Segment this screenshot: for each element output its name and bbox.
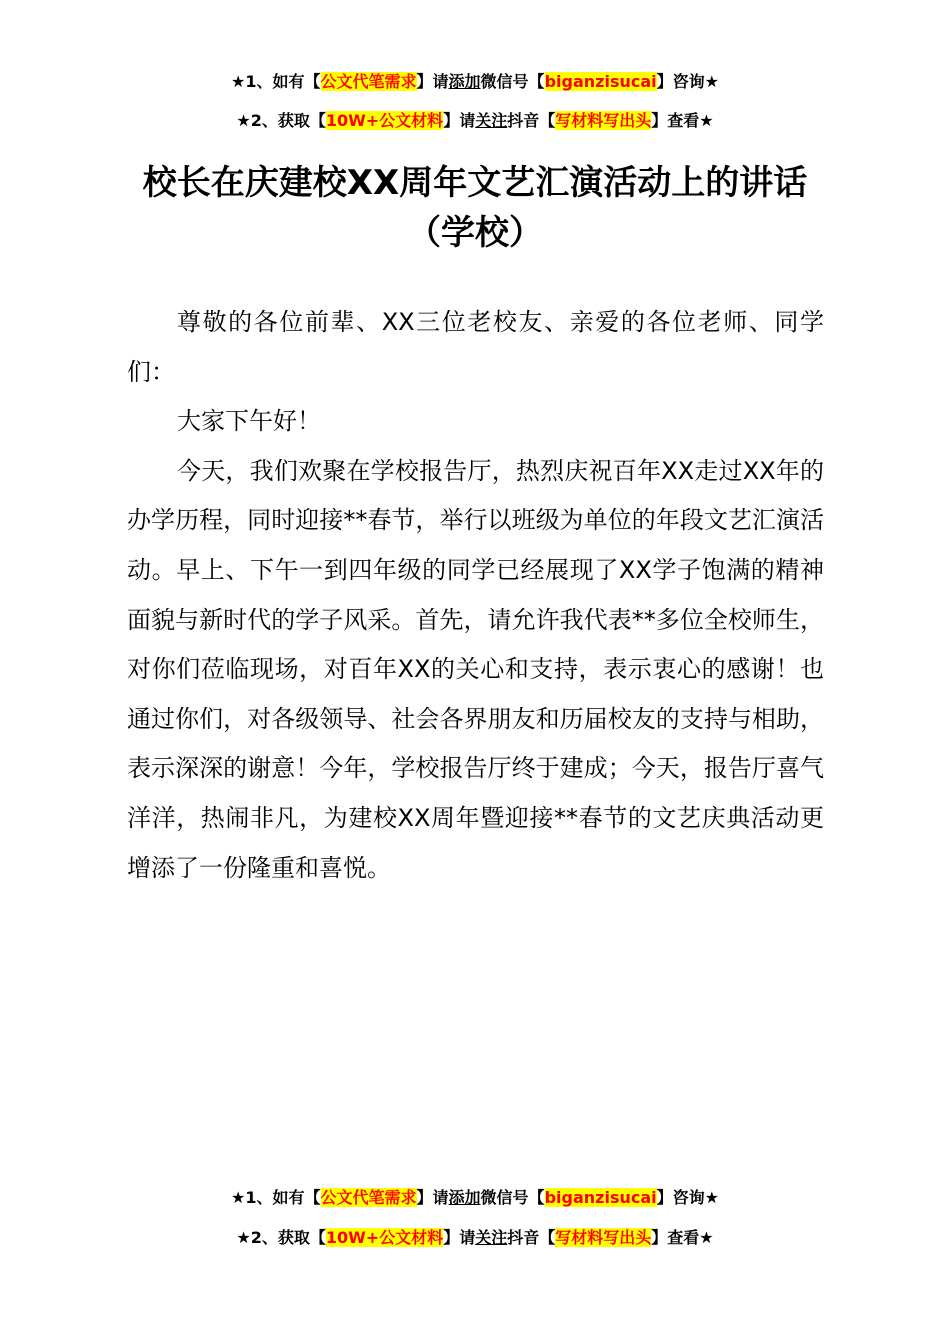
promo-text: 微信号【 bbox=[480, 1188, 545, 1207]
promo-text: 】请 bbox=[443, 1228, 476, 1247]
promo-text: ★2、获取【 bbox=[236, 1228, 326, 1247]
promo-text: 】咨询★ bbox=[656, 1188, 719, 1207]
promo-line-2-top bbox=[0, 111, 950, 131]
promo-text: 】请 bbox=[416, 1188, 449, 1207]
promo-underlined-action: 关注 bbox=[475, 111, 508, 130]
promo-line-1-bottom bbox=[0, 1188, 950, 1208]
salutation-paragraph: 尊敬的各位前辈、XX三位老校友、亲爱的各位老师、同学们： bbox=[127, 308, 824, 386]
promo-text: 微信号【 bbox=[480, 72, 545, 91]
document-body bbox=[127, 298, 824, 893]
promo-text: ★2、获取【 bbox=[236, 111, 326, 130]
promo-text: 】咨询★ bbox=[656, 72, 719, 91]
promo-text: 抖音【 bbox=[507, 111, 556, 130]
promo-text: ★1、如有【 bbox=[231, 1188, 321, 1207]
highlight-wechat-id: biganzisucai bbox=[544, 1188, 657, 1207]
document-subtitle: （学校） bbox=[407, 213, 543, 253]
promo-text: 抖音【 bbox=[507, 1228, 556, 1247]
highlight-service: 公文代笔需求 bbox=[320, 1188, 417, 1207]
highlight-materials: 10W+公文材料 bbox=[325, 111, 444, 130]
promo-line-1-top bbox=[0, 72, 950, 92]
promo-text: ★1、如有【 bbox=[231, 72, 321, 91]
promo-underlined-action: 关注 bbox=[475, 1228, 508, 1247]
promo-underlined-action: 添加 bbox=[448, 1188, 481, 1207]
promo-text: 】查看★ bbox=[651, 1228, 714, 1247]
greeting-paragraph: 大家下午好！ bbox=[177, 407, 321, 436]
promo-text: 】查看★ bbox=[651, 111, 714, 130]
highlight-wechat-id: biganzisucai bbox=[544, 72, 657, 91]
highlight-materials: 10W+公文材料 bbox=[325, 1228, 444, 1247]
document-title: 校长在庆建校XX周年文艺汇演活动上的讲话 bbox=[142, 163, 808, 203]
body-paragraph: 今天，我们欢聚在学校报告厅，热烈庆祝百年XX走过XX年的办学历程，同时迎接**春节，举行以班级为单位的年段文艺汇演活动。早上、下午一到四年级的同学已经展现了XX学子饱满的精神面貌与新时代的学子风采。首先，请允许我代表**多位全校师生，对你们莅临现场，对百年XX的关心和支持，表示衷心的感谢！也通过你们，对各级领导、社会各界朋友和历届校友的支持与相助，表示深深的谢意！今年，学校报告厅终于建成；今天，报告厅喜气洋洋，热闹非凡，为建校XX周年暨迎接**春节的文艺庆典活动更增添了一份隆重和喜悦。 bbox=[127, 456, 824, 882]
highlight-service: 公文代笔需求 bbox=[320, 72, 417, 91]
promo-underlined-action: 添加 bbox=[448, 72, 481, 91]
promo-text: 】请 bbox=[443, 111, 476, 130]
highlight-douyin-account: 写材料写出头 bbox=[555, 111, 652, 130]
highlight-douyin-account: 写材料写出头 bbox=[555, 1228, 652, 1247]
promo-line-2-bottom bbox=[0, 1228, 950, 1248]
promo-text: 】请 bbox=[416, 72, 449, 91]
